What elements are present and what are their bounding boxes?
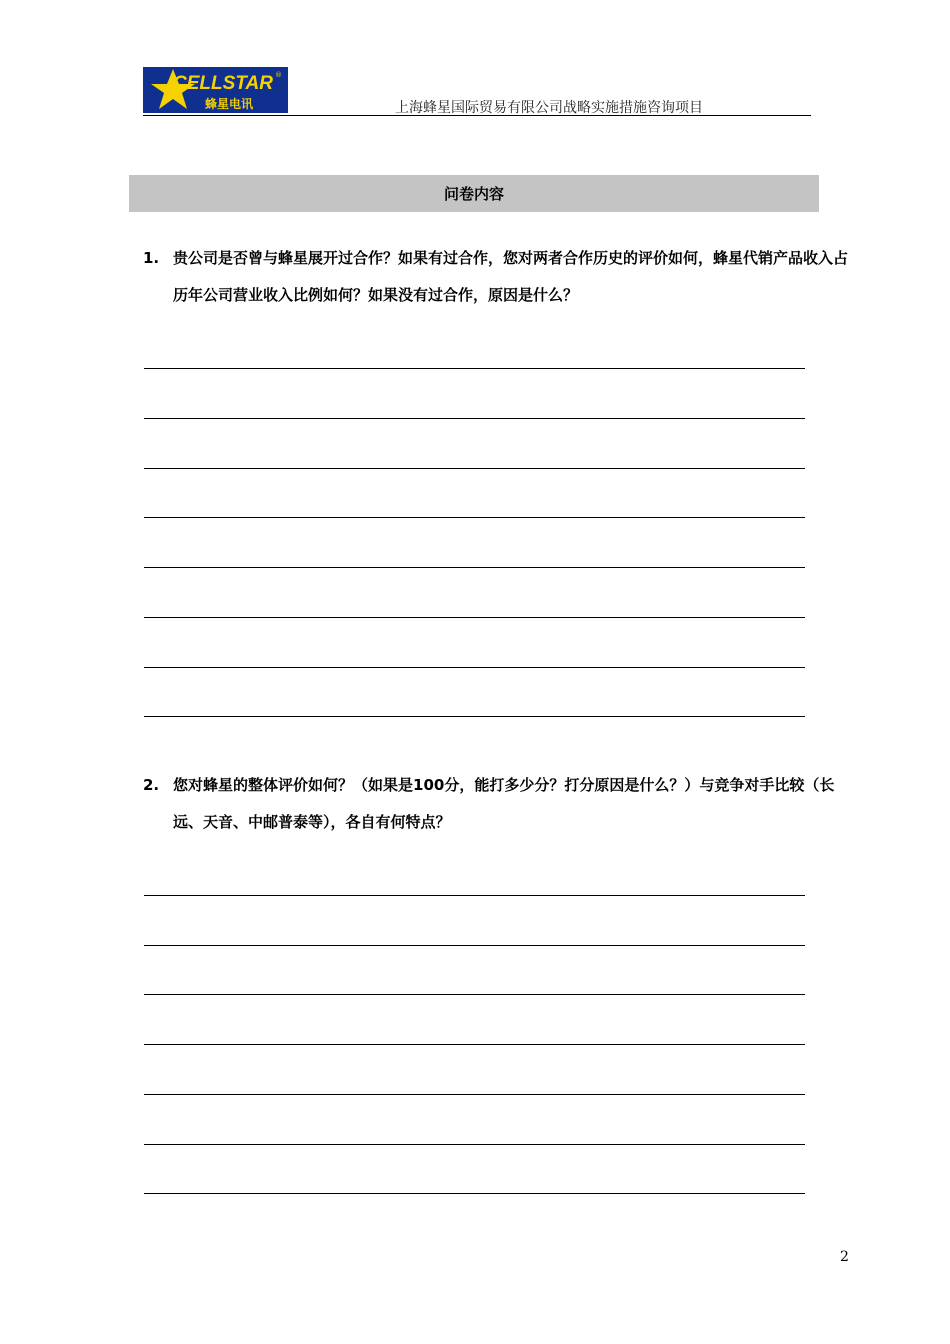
question-text: 贵公司是否曾与蜂星展开过合作？如果有过合作，您对两者合作历史的评价如何，蜂星代销产品收入占历年公司营业收入比例如何？如果没有过合作，原因是什么？ (173, 249, 849, 304)
answer-line[interactable] (144, 716, 805, 717)
answer-line[interactable] (144, 667, 805, 668)
answer-line[interactable] (144, 1193, 805, 1194)
answer-line[interactable] (144, 1044, 805, 1045)
logo-brand-text: CELLSTAR (173, 73, 273, 94)
answer-line[interactable] (144, 945, 805, 946)
section-title: 问卷内容 (129, 175, 819, 212)
header-divider (143, 115, 811, 116)
question-text: 您对蜂星的整体评价如何？（如果是100分，能打多少分？打分原因是什么？）与竞争对手比较（长远、天音、中邮普泰等），各自有何特点？ (173, 776, 835, 831)
page-number: 2 (840, 1249, 849, 1265)
company-logo (143, 67, 288, 113)
question-1 (143, 240, 853, 314)
answer-line[interactable] (144, 617, 805, 618)
answer-line[interactable] (144, 567, 805, 568)
project-title: 上海蜂星国际贸易有限公司战略实施措施咨询项目 (395, 100, 703, 116)
answer-line[interactable] (144, 1144, 805, 1145)
question-2 (143, 767, 853, 841)
answer-line[interactable] (144, 517, 805, 518)
answer-line[interactable] (144, 994, 805, 995)
question-number: 1. (143, 249, 160, 267)
registered-mark: ® (275, 71, 282, 79)
answer-line[interactable] (144, 895, 805, 896)
question-number: 2. (143, 776, 160, 794)
answer-line[interactable] (144, 368, 805, 369)
answer-line[interactable] (144, 1094, 805, 1095)
answer-line[interactable] (144, 468, 805, 469)
answer-line[interactable] (144, 418, 805, 419)
logo-chinese-text: 蜂星电讯 (205, 97, 254, 111)
